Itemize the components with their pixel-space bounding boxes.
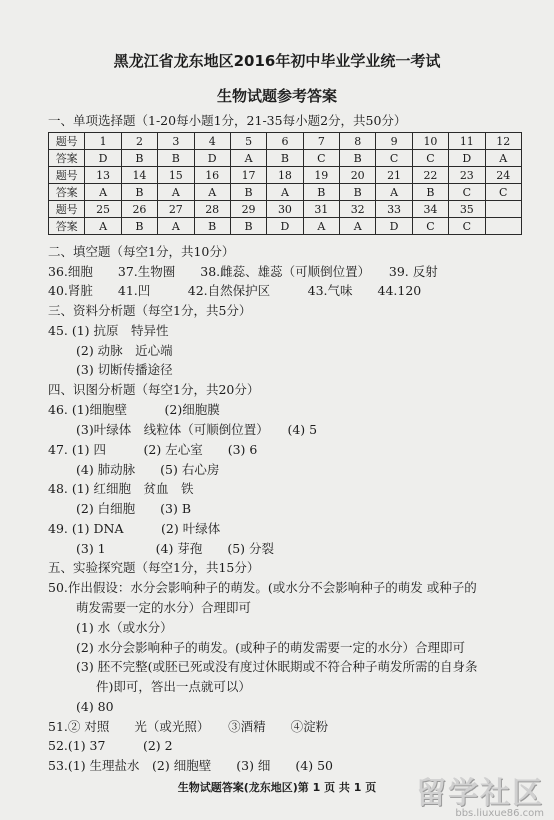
answer-line: (2) 动脉 近心端 [76,343,173,358]
table-cell: D [449,150,485,167]
answer-line: (3) 胚不完整(或胚已死或没有度过休眠期或不符合种子萌发所需的自身条 [76,659,478,674]
table-row [49,201,522,218]
table-row-header: 答案 [49,218,85,235]
table-cell: A [485,150,522,167]
table-cell: B [230,218,266,235]
answer-line: 50.作出假设：水分会影响种子的萌发。(或水分不会影响种子的萌发 或种子的 [48,580,477,595]
table-cell: B [340,184,376,201]
table-cell: 15 [158,167,194,184]
answer-line: 48. (1) 红细胞 贫血 铁 [48,481,194,496]
table-cell: 31 [303,201,339,218]
table-cell [485,218,522,235]
table-cell: A [194,184,230,201]
answer-line: (4) 80 [76,699,114,714]
table-cell: 29 [230,201,266,218]
answer-line: 40.肾脏 41.凹 42.自然保护区 43.气味 44.120 [48,283,422,298]
table-cell: D [85,150,121,167]
table-cell: D [376,218,412,235]
answer-line: 36.细胞 37.生物圈 38.雌蕊、雄蕊（可顺倒位置） 39. 反射 [48,264,438,279]
table-cell: 23 [449,167,485,184]
table-cell: C [412,218,448,235]
answer-line: 件)即可，答出一点就可以） [96,679,251,694]
table-cell: 1 [85,133,121,150]
table-cell: 18 [267,167,303,184]
answer-line: (1) 水（或水分） [76,620,173,635]
table-cell: 13 [85,167,121,184]
watermark-logo [416,768,544,819]
table-cell: A [376,184,412,201]
table-cell: A [230,150,266,167]
table-cell: A [158,218,194,235]
table-cell: 5 [230,133,266,150]
table-cell: 14 [121,167,157,184]
table-cell: 24 [485,167,522,184]
table-cell: A [340,218,376,235]
answer-line: (3)叶绿体 线粒体（可顺倒位置） (4) 5 [76,422,318,437]
table-cell: 32 [340,201,376,218]
answer-line: (2) 水分会影响种子的萌发。(或种子的萌发需要一定的水分）合理即可 [76,640,466,655]
table-cell: 35 [449,201,485,218]
answer-line: 45. (1) 抗原 特异性 [48,323,169,338]
answer-line: 47. (1) 四 (2) 左心室 (3) 6 [48,442,258,457]
table-cell: 27 [158,201,194,218]
table-cell: 20 [340,167,376,184]
table-cell: 28 [194,201,230,218]
answer-line: (3) 切断传播途径 [76,362,173,377]
table-cell: B [412,184,448,201]
table-cell: 7 [303,133,339,150]
answer-line: 53.(1) 生理盐水 (2) 细胞壁 (3) 细 (4) 50 [48,758,334,773]
table-cell: 2 [121,133,157,150]
table-cell: B [121,218,157,235]
answer-line: (4) 肺动脉 (5) 右心房 [76,462,220,477]
table-cell: 11 [449,133,485,150]
section-heading-fill: 二、填空题（每空1分，共10分） [48,244,235,259]
table-cell: B [303,184,339,201]
table-cell: B [121,150,157,167]
table-cell: 6 [267,133,303,150]
table-row-header: 题号 [49,201,85,218]
table-row-header: 答案 [49,184,85,201]
table-cell: 19 [303,167,339,184]
table-cell: 21 [376,167,412,184]
table-cell: C [376,150,412,167]
answer-line: 52.(1) 37 (2) 2 [48,738,173,753]
watermark-text: 留学社区 [416,776,544,811]
page-footer: 生物试题答案(龙东地区)第 1 页 共 1 页 [177,781,377,794]
table-cell: A [158,184,194,201]
table-cell: A [85,184,121,201]
table-cell: 33 [376,201,412,218]
table-cell: A [85,218,121,235]
table-cell: C [412,150,448,167]
table-cell: 25 [85,201,121,218]
table-cell: 30 [267,201,303,218]
answer-line: 萌发需要一定的水分）合理即可 [76,600,252,615]
table-row [49,150,522,167]
table-cell: A [303,218,339,235]
table-cell: B [158,150,194,167]
table-cell: C [449,218,485,235]
table-cell: 9 [376,133,412,150]
table-cell: 26 [121,201,157,218]
table-cell: D [194,150,230,167]
table-cell: B [194,218,230,235]
table-cell: B [340,150,376,167]
table-cell: A [267,184,303,201]
table-cell: 34 [412,201,448,218]
answer-line: 51.② 对照 光（或光照） ③酒精 ④淀粉 [48,719,329,734]
table-cell: D [267,218,303,235]
table-cell: 22 [412,167,448,184]
table-cell: C [485,184,522,201]
table-cell: 4 [194,133,230,150]
table-cell: C [303,150,339,167]
table-cell: 8 [340,133,376,150]
section-heading-experiment: 五、实验探究题（每空1分，共15分） [48,560,260,575]
section-heading-choice: 一、单项选择题（1-20每小题1分，21-35每小题2分，共50分） [48,113,407,128]
answer-line: 46. (1)细胞壁 (2)细胞膜 [48,402,220,417]
answer-line: (3) 1 (4) 芽孢 (5) 分裂 [76,541,274,556]
table-row-header: 题号 [49,167,85,184]
section-heading-diagram: 四、识图分析题（每空1分，共20分） [48,382,260,397]
table-cell [485,201,522,218]
table-row-header: 题号 [49,133,85,150]
exam-subtitle: 生物试题参考答案 [216,87,337,105]
section-heading-data: 三、资料分析题（每空1分，共5分） [48,303,252,318]
exam-title: 黑龙江省龙东地区2016年初中毕业学业统一考试 [113,52,441,70]
table-cell: B [230,184,266,201]
table-row [49,218,522,235]
answer-line: (2) 白细胞 (3) B [76,501,192,516]
table-cell: 12 [485,133,522,150]
choice-answer-table [48,132,522,235]
table-cell: C [449,184,485,201]
table-row [49,167,522,184]
table-cell: B [121,184,157,201]
table-row [49,184,522,201]
table-row-header: 答案 [49,150,85,167]
watermark-url: bbs.liuxue86.com [455,808,544,819]
table-cell: 17 [230,167,266,184]
answer-line: 49. (1) DNA (2) 叶绿体 [48,521,221,536]
table-row [49,133,522,150]
table-cell: 3 [158,133,194,150]
table-cell: 16 [194,167,230,184]
table-cell: 10 [412,133,448,150]
table-cell: B [267,150,303,167]
